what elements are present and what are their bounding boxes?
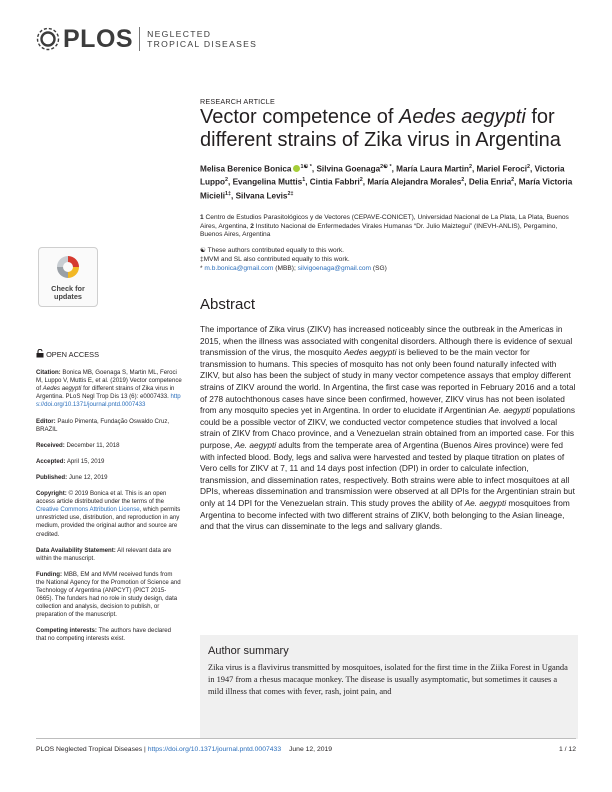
abstract-text-3: populations could be a possible vector of ZIKV, we conducted vector competence studies that involved a local strain of ZIKV from Chaco province, and a Venezuelan strain obtained from an imported case. For this purpose, [200, 405, 575, 450]
also-equal-note: ‡MVM and SL also contributed equally to this work. [200, 256, 350, 263]
open-lock-icon [36, 349, 44, 358]
author-affiliation-mark: 1 [302, 177, 306, 184]
license-link[interactable]: Creative Commons Attribution License [36, 506, 140, 514]
title-species: Aedes aegypti [399, 106, 526, 128]
author-name[interactable]: Cintia Fabbri [309, 178, 360, 188]
abstract-species-1: Aedes aegypti [343, 347, 397, 358]
received-label: Received: [36, 441, 65, 449]
plos-wordmark: PLOS [63, 24, 134, 53]
citation-text-pre: Bonica MB, Goenaga S, Martin ML, Feroci M, Luppo V, Muttis E, et al. (2019) Vector competence of [36, 369, 182, 393]
check-for-updates-badge[interactable] [38, 247, 98, 307]
journal-name-line1: NEGLECTED [147, 29, 212, 39]
author-name[interactable]: María Victoria Micieli [200, 178, 573, 201]
article-title [200, 106, 576, 152]
footer-divider [36, 738, 576, 739]
author-affiliation-mark: 2‡ [287, 190, 294, 197]
accepted-value: April 15, 2019 [66, 457, 105, 465]
article-type: RESEARCH ARTICLE [200, 97, 275, 106]
abstract-text-5: mosquitoes from Argentina to become infected with two different strains of ZIKV, both belonging to the Asian lineage, and that the virus can disseminate to the legs and salivary glands. [200, 497, 570, 532]
check-updates-icon [55, 254, 81, 280]
journal-logo[interactable] [36, 26, 257, 52]
author-notes [200, 246, 576, 273]
citation-text-post: for different strains of Zika virus in Argentina. PLoS Negl Trop Dis 13 (6): e0007433. [36, 385, 175, 401]
footer-date: June 12, 2019 [289, 746, 333, 753]
data-availability-label: Data Availability Statement: [36, 546, 116, 554]
abstract-text-2: is believed to be the main vector for transmission to humans. This species of mosquito has not only been found naturally infected with ZIKV, but also has been the subject of study in many vector competence assays that employ different strains of ZIKV around the world. In Argentina, the first case was reported in February 2016 and a total of 278 autochthonous cases have since been confirmed, however, ZIKV virus has not been isolated from any mosquito species yet in Argentina. In order to elucidate if Argentinian [200, 347, 576, 416]
logo-divider [139, 27, 140, 51]
editor-value: Paulo Pimenta, Fundação Oswaldo Cruz, BRAZIL [36, 417, 170, 433]
equal-contribution-note: ☯ These authors contributed equally to this work. [200, 247, 344, 254]
accepted-block [36, 458, 182, 466]
author-name[interactable]: Silvina Goenaga [316, 164, 381, 174]
abstract-body [200, 324, 576, 533]
author-affiliation-mark: 2 [461, 177, 465, 184]
author-summary-text: Zika virus is a flavivirus transmitted by mosquitoes, isolated for the first time in the Ziika Forest in Uganda in 1947 from a rhesus macaque monkey. The disease is usually asymptomatic, but sometimes it causes a mild illness that comes with fever, rash, joint pain, and [208, 663, 568, 696]
footer-citation [36, 746, 332, 753]
author-summary-heading: Author summary [208, 645, 289, 657]
footer-journal: PLOS Neglected Tropical Diseases | [36, 746, 146, 753]
author-list: Melisa Berenice Bonica $^{1☯ *}$, Silvina Goenaga$^{2☯ *}$, María Laura Martin$^2$, Mariel Feroci$^2$, Victoria Luppo$^2$, Evangelina Muttis$^1$, Cintia Fabbri$^2$, María Alejandra Morales$^2$, Delia Enria$^2$, María Victoria Micieli$^{1\ddagger}$, Silvana Levis$^{2\ddagger}$ [200, 164, 573, 201]
author-affiliation-mark: 2☯ * [380, 164, 392, 170]
copyright-text-pre: © 2019 Bonica et al. This is an open access article distributed under the terms of the [36, 490, 167, 506]
copyright-text-post: , which permits unrestricted use, distribution, and reproduction in any medium, provided the original author and source are credited. [36, 506, 181, 538]
plos-logo-icon [36, 27, 60, 51]
funding-block [36, 571, 182, 620]
data-availability-value: All relevant data are within the manuscript. [36, 546, 172, 562]
copyright-block [36, 490, 182, 539]
email-link-2[interactable]: silvigoenaga@gmail.com [297, 265, 372, 272]
open-access-row [36, 349, 182, 359]
author-name[interactable]: Delia Enria [468, 178, 512, 188]
corresponding-emails [200, 264, 576, 273]
affiliation-1-number: 1 [200, 214, 204, 221]
affiliation-1: Centro de Estudios Parasitológicos y de Vectores (CEPAVE-CONICET), Universidad Nacional de La Plata, La Plata, Buenos Aires, Argentina, [200, 214, 569, 230]
check-updates-line1: Check for [51, 284, 85, 293]
abstract-species-3: Ae. aegypti [234, 439, 277, 450]
competing-interests-block [36, 627, 182, 643]
published-value: June 12, 2019 [68, 473, 108, 481]
abstract-species-2: Ae. aegypti [488, 405, 531, 416]
email-link-1[interactable]: m.b.bonica@gmail.com [204, 265, 274, 272]
copyright-label: Copyright: [36, 490, 67, 498]
article-info-sidebar [36, 349, 182, 652]
email-star: * [200, 265, 203, 272]
received-value: December 11, 2018 [66, 441, 120, 449]
competing-interests-label: Competing interests: [36, 627, 97, 635]
accepted-label: Accepted: [36, 457, 66, 465]
author-affiliation-mark: 2 [468, 164, 472, 170]
author-name[interactable]: María Laura Martin [396, 164, 469, 174]
funding-label: Funding: [36, 570, 63, 578]
journal-name [147, 29, 257, 49]
title-text-pre: Vector competence of [200, 106, 400, 128]
author-name[interactable]: Mariel Feroci [476, 164, 528, 174]
abstract-text-1: The importance of Zika virus (ZIKV) has increased noticeably since the outbreak in the Americas in 2015, when the illness was associated with congenital disorders. Although there is evidence of sexual transmission of the virus, the mosquito [200, 324, 573, 358]
published-label: Published: [36, 473, 68, 481]
author-affiliation-mark: 2 [359, 177, 363, 184]
journal-name-line2: TROPICAL DISEASES [147, 39, 258, 49]
author-name[interactable]: Silvana Levis [235, 191, 288, 201]
citation-block [36, 369, 182, 409]
check-updates-line2: updates [54, 292, 82, 302]
footer-doi-link[interactable]: https://doi.org/10.1371/journal.pntd.0007433 [147, 746, 282, 753]
editor-block [36, 418, 182, 434]
citation-species: Aedes aegypti [42, 385, 82, 393]
author-affiliation-mark: 2 [511, 177, 515, 184]
affiliations [200, 214, 576, 240]
author-affiliation-mark: 2 [527, 164, 531, 170]
affiliation-2: Instituto Nacional de Enfermedades Virales Humanas “Dr. Julio Maiztegui” (INEVH-ANLIS), Pergamino, Buenos Aires, Argentina [200, 222, 558, 239]
citation-doi-link[interactable]: https://doi.org/10.1371/journal.pntd.0007433 [36, 393, 181, 409]
funding-value: MBB, EM and MVM received funds from the National Agency for the Promotion of Science and Technology of Argentina (ANPCYT) (PICT 2015-0665). The funders had no role in study design, data collection and analysis, decision to publish, or preparation of the manuscript. [36, 570, 181, 619]
citation-label: Citation: [36, 369, 61, 377]
author-affiliation-mark: 1‡ [225, 190, 232, 197]
email-1-tag: (MBB); [275, 265, 296, 272]
abstract-text-4: adults from the temperate area of Argentina (Buenos Aires province) were fed with infected blood. Body, legs and saliva were harvested and tested by plaque titration on plates of Vero cells for ZIKV at 7, 11 and 14 days post infection (DPI) in order to calculate infection, transmission, and dissemination rates, respectively. Both strains were able to infect mosquitoes at all DPIs, whereas dissemination and transmission were observed at all DPIs for the Argentinian strain but only at 14 DPI for the Venezuelan strain. This study proves the ability of [200, 439, 575, 508]
email-2-tag: (SG) [372, 265, 387, 272]
author-name[interactable]: Melisa Berenice Bonica [200, 164, 292, 174]
author-affiliation-mark: 2 [225, 177, 229, 184]
title-text-post: for different strains of Zika virus in Argentina [200, 106, 561, 151]
author-name[interactable]: Victoria Luppo [200, 164, 565, 188]
affiliation-2-number: 2 [250, 222, 254, 230]
competing-interests-value: The authors have declared that no competing interests exist. [36, 627, 172, 643]
received-block [36, 442, 182, 450]
abstract-heading: Abstract [200, 296, 256, 313]
author-name[interactable]: Evangelina Muttis [232, 178, 303, 188]
published-block [36, 474, 182, 482]
data-availability-block [36, 547, 182, 563]
abstract-species-4: Ae. aegypti [464, 497, 507, 508]
editor-label: Editor: [36, 417, 56, 425]
page-number: 1 / 12 [558, 746, 576, 753]
author-name[interactable]: María Alejandra Morales [367, 178, 462, 188]
author-affiliation-mark: 1☯ * [300, 164, 312, 170]
open-access-label: OPEN ACCESS [46, 350, 100, 359]
